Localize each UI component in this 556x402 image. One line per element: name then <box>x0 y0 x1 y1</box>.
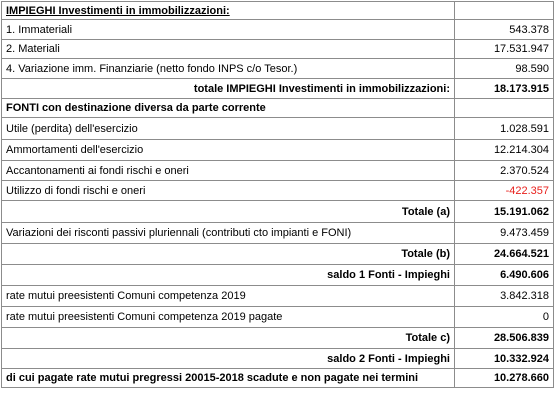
table-row <box>2 265 554 286</box>
row-label: totale IMPIEGHI Investimenti in immobilizzazioni: <box>2 79 455 99</box>
row-label: Totale c) <box>2 328 455 349</box>
row-label: IMPIEGHI Investimenti in immobilizzazioni: <box>2 2 455 20</box>
financial-table <box>1 1 554 388</box>
row-label: Totale (a) <box>2 201 455 223</box>
table-row <box>2 79 554 99</box>
table-row <box>2 40 554 59</box>
row-label: rate mutui preesistenti Comuni competenza 2019 pagate <box>2 307 455 328</box>
row-value: 98.590 <box>455 59 554 79</box>
row-label: Utilizzo di fondi rischi e oneri <box>2 181 455 201</box>
table-body <box>2 2 554 388</box>
row-value: 6.490.606 <box>455 265 554 286</box>
row-value: 17.531.947 <box>455 40 554 59</box>
row-value: 3.842.318 <box>455 286 554 307</box>
row-value: 12.214.304 <box>455 140 554 161</box>
row-value: 543.378 <box>455 20 554 40</box>
table-row <box>2 20 554 40</box>
row-label: Ammortamenti dell'esercizio <box>2 140 455 161</box>
row-value <box>455 99 554 118</box>
table-row <box>2 99 554 118</box>
table-row <box>2 286 554 307</box>
row-label: saldo 2 Fonti - Impieghi <box>2 349 455 369</box>
table-row <box>2 118 554 140</box>
table-row <box>2 2 554 20</box>
row-label: FONTI con destinazione diversa da parte corrente <box>2 99 455 118</box>
table-row <box>2 201 554 223</box>
row-value: 2.370.524 <box>455 161 554 181</box>
row-label: Variazioni dei risconti passivi pluriennali (contributi cto impianti e FONI) <box>2 223 455 244</box>
table-row <box>2 244 554 265</box>
row-label: Accantonamenti ai fondi rischi e oneri <box>2 161 455 181</box>
row-label: saldo 1 Fonti - Impieghi <box>2 265 455 286</box>
table-row <box>2 161 554 181</box>
row-label: di cui pagate rate mutui pregressi 20015-2018 scadute e non pagate nei termini <box>2 369 455 388</box>
table-row <box>2 181 554 201</box>
row-value: 0 <box>455 307 554 328</box>
row-value: 24.664.521 <box>455 244 554 265</box>
row-value: 1.028.591 <box>455 118 554 140</box>
table-row <box>2 59 554 79</box>
row-value: 28.506.839 <box>455 328 554 349</box>
table-row <box>2 140 554 161</box>
table-row <box>2 328 554 349</box>
table-row <box>2 223 554 244</box>
row-value <box>455 2 554 20</box>
row-label: 4. Variazione imm. Finanziarie (netto fondo INPS c/o Tesor.) <box>2 59 455 79</box>
row-value: 10.332.924 <box>455 349 554 369</box>
row-label: 1. Immateriali <box>2 20 455 40</box>
row-value: -422.357 <box>455 181 554 201</box>
row-label: Totale (b) <box>2 244 455 265</box>
row-label: Utile (perdita) dell'esercizio <box>2 118 455 140</box>
table-row <box>2 369 554 388</box>
row-value: 9.473.459 <box>455 223 554 244</box>
row-label: rate mutui preesistenti Comuni competenza 2019 <box>2 286 455 307</box>
table-row <box>2 307 554 328</box>
row-value: 15.191.062 <box>455 201 554 223</box>
row-label: 2. Materiali <box>2 40 455 59</box>
row-value: 18.173.915 <box>455 79 554 99</box>
row-value: 10.278.660 <box>455 369 554 388</box>
table-row <box>2 349 554 369</box>
